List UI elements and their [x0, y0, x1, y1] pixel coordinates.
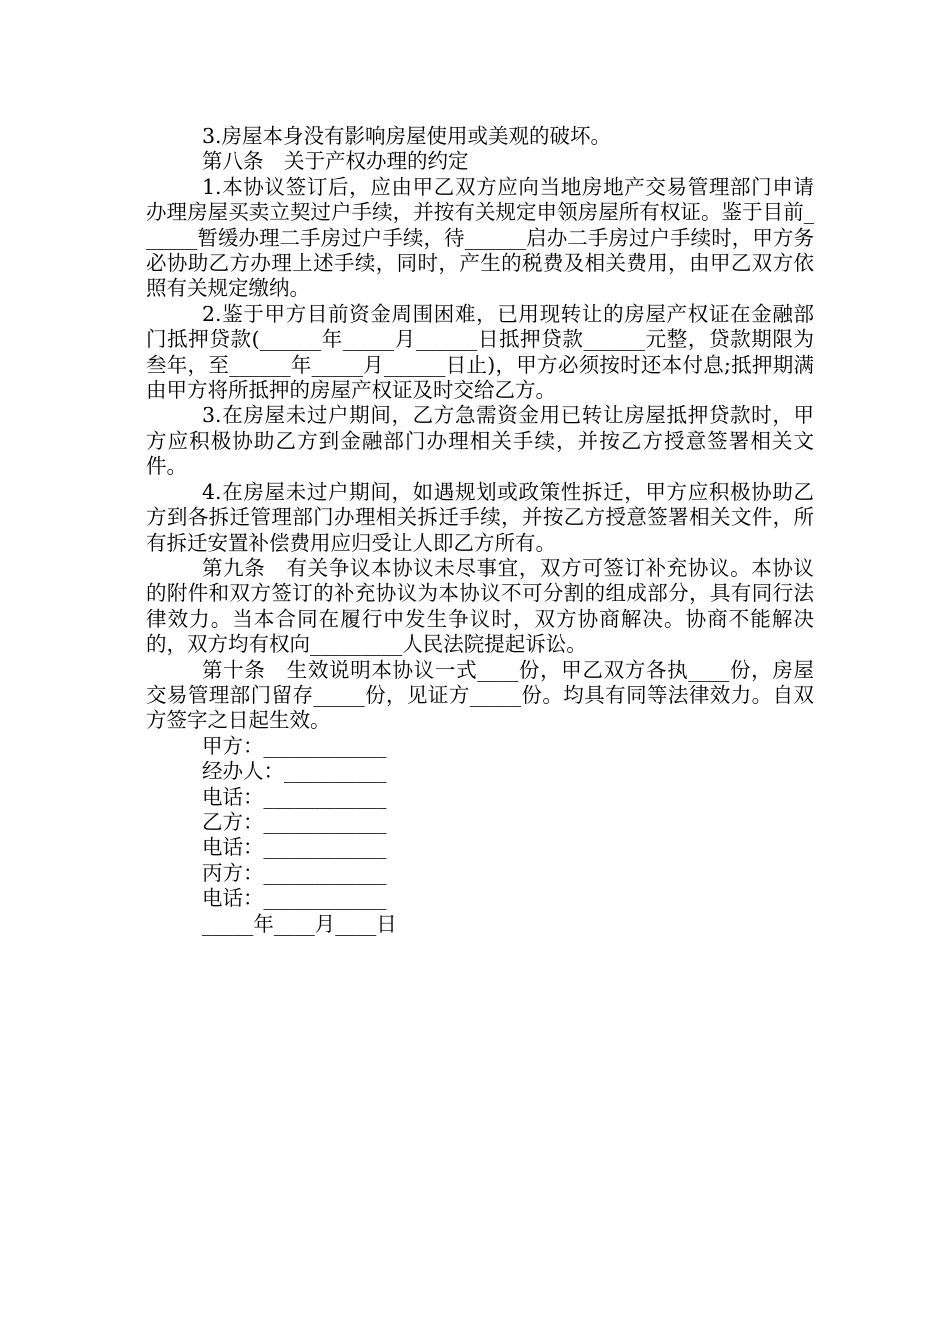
phone-line-1: 电话：____________ [202, 784, 387, 809]
party-a-line: 甲方：____________ [202, 733, 387, 758]
clause-7-item-3: 3.房屋本身没有影响房屋使用或美观的破坏。 [202, 124, 612, 148]
article-8-item-1: 1.本协议签订后，应由甲乙双方应向当地房地产交易管理部门申请办理房屋买卖立契过户手续，并按有关规定申领房屋所有权证。鉴于目前______暂缓办理二手房过户手续，待______启办二手房过户手续时，甲方务必协助乙方办理上述手续，同时，产生的税费及相关费用，由甲乙双方依照有关规定缴纳。 [146, 174, 814, 301]
article-8-item-2: 2.鉴于甲方目前资金周围困难，已用现转让的房屋产权证在金融部门抵押贷款(______年_____月______日抵押贷款______元整，贷款期限为叁年，至______年_____月______日止)，甲方必须按时还本付息;抵押期满由甲方将所抵押的房屋产权证及时交给乙方。 [146, 301, 814, 403]
date-line: _____年____月____日 [202, 911, 397, 936]
signature-block [146, 734, 814, 937]
party-b-line: 乙方：____________ [202, 809, 387, 834]
article-8-item-4: 4.在房屋未过户期间，如遇规划或政策性拆迁，甲方应积极协助乙方到各拆迁管理部门办理相关拆迁手续，并按乙方授意签署相关文件，所有拆迁安置补偿费用应归受让人即乙方所有。 [146, 479, 814, 555]
party-c-line: 丙方：____________ [202, 860, 387, 885]
article-8-heading: 第八条 关于产权办理的约定 [202, 149, 469, 174]
article-9: 第九条 有关争议本协议未尽事宜，双方可签订补充协议。本协议的附件和双方签订的补充协议为本协议不可分割的组成部分，具有同行法律效力。当本合同在履行中发生争议时，双方协商解决。协商不能解决的，双方均有权向_________人民法院提起诉讼。 [146, 555, 814, 657]
article-10: 第十条 生效说明本协议一式____份，甲乙双方各执____份，房屋交易管理部门留存_____份，见证方_____份。均具有同等法律效力。自双方签字之日起生效。 [146, 657, 814, 733]
article-8-item-3: 3.在房屋未过户期间，乙方急需资金用已转让房屋抵押贷款时，甲方应积极协助乙方到金融部门办理相关手续，并按乙方授意签署相关文件。 [146, 403, 814, 479]
phone-line-2: 电话：____________ [202, 835, 387, 860]
agent-line: 经办人：__________ [202, 759, 387, 784]
document-page [146, 124, 814, 937]
phone-line-3: 电话：____________ [202, 886, 387, 911]
